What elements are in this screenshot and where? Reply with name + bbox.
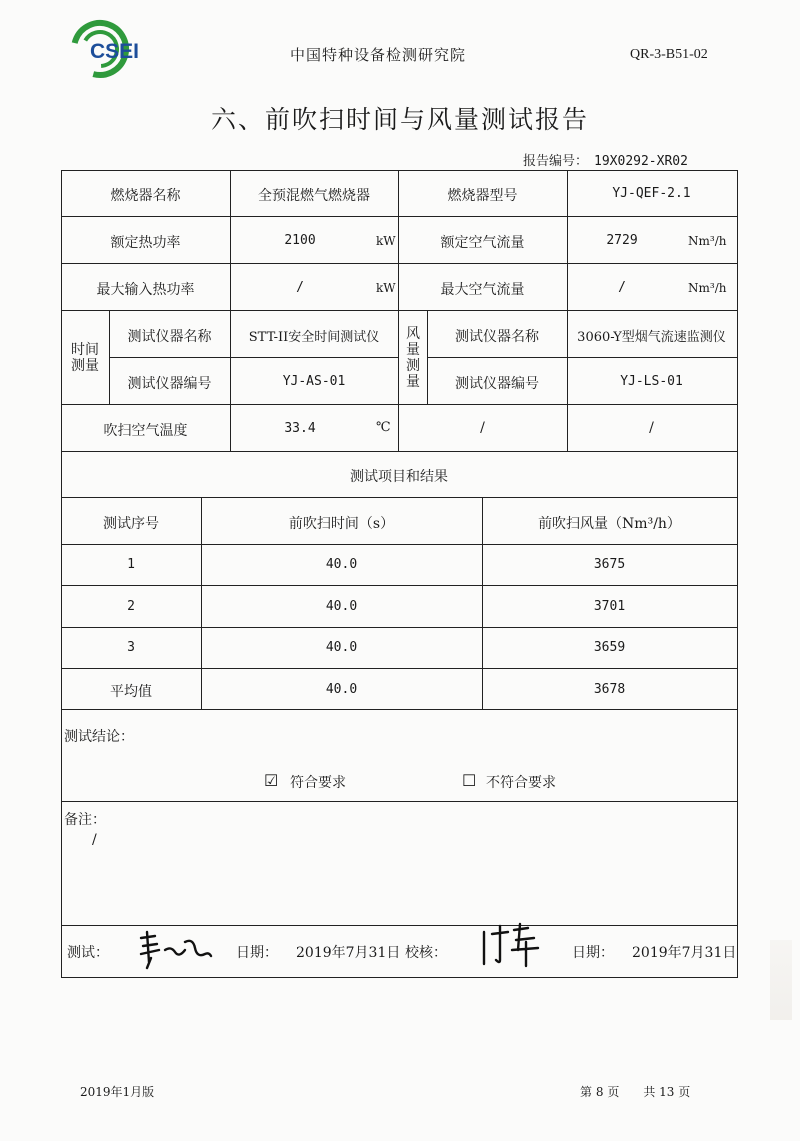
air-instrument-name-label: 测试仪器名称	[455, 329, 539, 345]
page-current: 8	[595, 1085, 604, 1099]
results-header-seq: 测试序号	[103, 516, 159, 532]
form-code: QR-3-B51-02	[630, 47, 708, 62]
report-number-label: 报告编号：	[523, 154, 589, 169]
result-row-2-time: 40.0	[325, 599, 358, 614]
checker-signature	[478, 920, 548, 970]
rated-air-label: 额定空气流量	[440, 235, 525, 251]
time-measurement-label: 时间测量	[71, 342, 99, 374]
air-instrument-name: 3060-Y型烟气流速监测仪	[577, 330, 726, 345]
result-row-1-seq: 1	[127, 557, 135, 572]
page-total: 13	[659, 1085, 675, 1099]
page-prefix: 第	[580, 1085, 593, 1099]
csei-logo	[70, 18, 150, 80]
burner-name-label: 燃烧器名称	[110, 188, 181, 204]
rated-air-value: 2729	[606, 233, 638, 248]
air-instrument-no-label: 测试仪器编号	[455, 376, 539, 392]
max-air-value: /	[618, 280, 626, 295]
paper-shadow	[770, 940, 792, 1020]
result-row-2-airflow: 3701	[593, 599, 626, 614]
purge-temp-value: 33.4	[284, 421, 316, 436]
page-number	[580, 1083, 690, 1100]
time-instrument-name: STT-II安全时间测试仪	[248, 330, 380, 345]
fail-checkbox-icon: ☐	[462, 771, 477, 790]
page-suffix: 页	[678, 1085, 691, 1099]
max-power-value: /	[296, 280, 304, 295]
logo-text: CSEI	[90, 40, 140, 63]
blank-cell-b: /	[649, 420, 654, 436]
result-row-2-seq: 2	[127, 599, 135, 614]
result-average-label: 平均值	[110, 684, 152, 700]
blank-cell-a: /	[480, 420, 485, 436]
result-row-3-time: 40.0	[325, 640, 358, 655]
page-title: 六、前吹扫时间与风量测试报告	[210, 105, 589, 134]
result-row-3-airflow: 3659	[593, 640, 626, 655]
purge-temp-label: 吹扫空气温度	[103, 423, 188, 439]
max-air-unit: Nm³/h	[688, 281, 727, 295]
burner-model-label: 燃烧器型号	[447, 188, 518, 204]
remarks-label: 备注：	[64, 812, 106, 828]
pass-checkbox-icon: ☑	[264, 771, 279, 790]
page-mid: 页 共	[607, 1085, 656, 1099]
check-date: 2019年7月31日	[632, 945, 737, 961]
rated-power-unit: kW	[376, 234, 396, 248]
max-power-label: 最大输入热功率	[96, 282, 195, 298]
air-instrument-no: YJ-LS-01	[620, 374, 683, 389]
result-row-1-time: 40.0	[325, 557, 358, 572]
fail-text: 不符合要求	[486, 775, 556, 791]
result-row-3-seq: 3	[127, 640, 135, 655]
pass-text: 符合要求	[290, 775, 346, 791]
report-number-value: 19X0292-XR02	[594, 154, 688, 169]
rated-air-unit: Nm³/h	[688, 234, 727, 248]
burner-name-value: 全预混燃气燃烧器	[258, 188, 370, 204]
conclusion-label: 测试结论：	[64, 729, 134, 745]
purge-temp-unit: ℃	[376, 420, 391, 435]
result-row-1-airflow: 3675	[593, 557, 626, 572]
remarks-value: /	[92, 832, 97, 848]
test-date: 2019年7月31日	[296, 945, 401, 961]
test-date-label: 日期：	[236, 945, 278, 961]
tester-signature	[135, 928, 215, 970]
tester-label: 测试：	[67, 945, 109, 961]
time-instrument-no: YJ-AS-01	[282, 374, 346, 389]
time-instrument-name-label: 测试仪器名称	[127, 329, 212, 345]
result-average-airflow: 3678	[593, 682, 626, 697]
check-date-label: 日期：	[572, 945, 614, 961]
results-header-airflow: 前吹扫风量（Nm³/h）	[538, 516, 681, 532]
air-measurement-label: 风量测量	[406, 326, 420, 390]
results-header-time: 前吹扫时间（s）	[288, 516, 395, 532]
checker-label: 校核：	[405, 945, 447, 961]
max-power-unit: kW	[376, 281, 396, 295]
report-number	[523, 150, 688, 169]
max-air-label: 最大空气流量	[440, 282, 525, 298]
rated-power-label: 额定热功率	[110, 235, 181, 251]
organization-name: 中国特种设备检测研究院	[290, 46, 467, 64]
result-average-time: 40.0	[325, 682, 358, 697]
results-section-title: 测试项目和结果	[350, 469, 448, 485]
burner-model-value: YJ-QEF-2.1	[612, 186, 691, 201]
rated-power-value: 2100	[284, 233, 316, 248]
edition-note: 2019年1月版	[80, 1085, 155, 1099]
time-instrument-no-label: 测试仪器编号	[127, 376, 212, 392]
